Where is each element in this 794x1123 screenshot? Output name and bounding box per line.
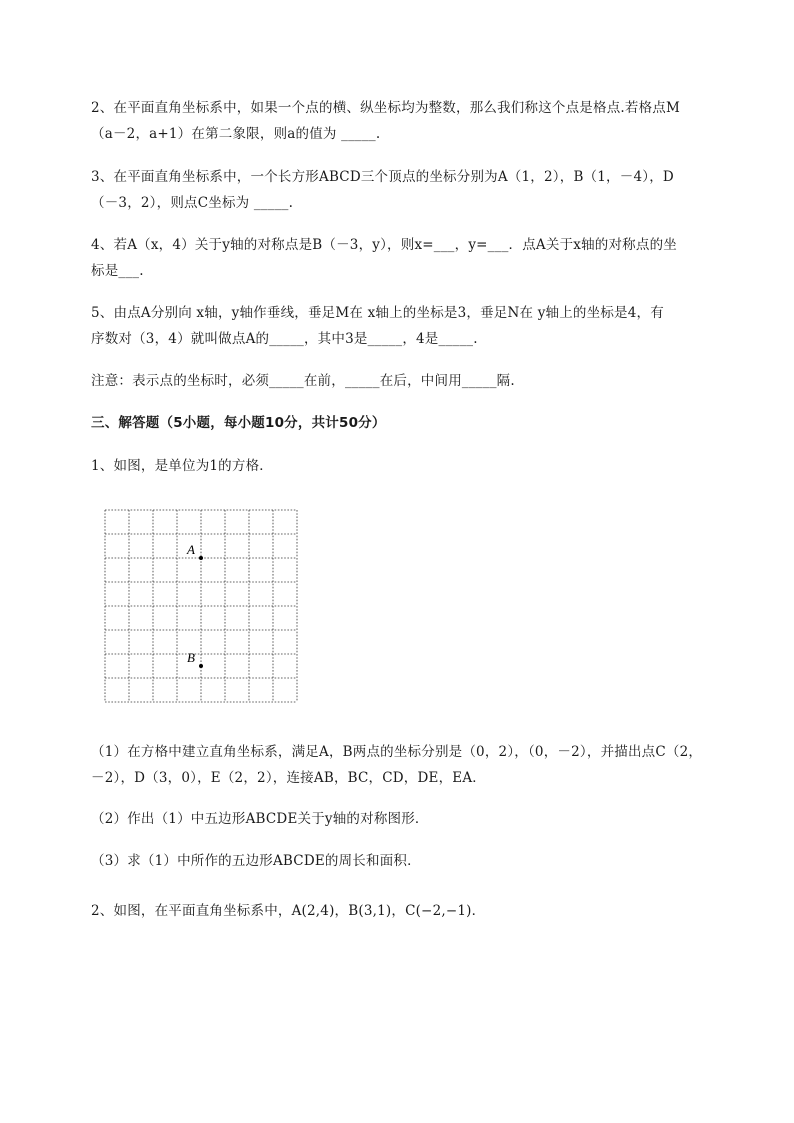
point-a <box>199 556 203 560</box>
question-4-line1: 4、若A（x，4）关于y轴的对称点是B（－3，y），则x=___，y=___．点A关于x轴的对称点的坐 <box>91 237 677 253</box>
question-4 <box>91 232 731 284</box>
problem-1-intro: 1、如图，是单位为1的方格． <box>91 458 273 474</box>
question-3 <box>91 164 731 216</box>
point-b-label: B <box>187 650 195 665</box>
grid-figure <box>104 509 300 703</box>
problem-2-intro: 2、如图，在平面直角坐标系中，A(2,4)，B(3,1)，C(−2,−1)． <box>91 903 486 919</box>
problem-1-sub1 <box>91 739 731 791</box>
question-3-line2: （－3，2），则点C坐标为 _____. <box>91 195 294 211</box>
note: 注意：表示点的坐标时，必须_____在前，_____在后，中间用_____隔. <box>91 373 515 389</box>
section-3-heading: 三、解答题（5小题，每小题10分，共计50分） <box>91 415 386 431</box>
problem-1-sub1-line2: －2），D（3，0），E（2，2），连接AB，BC，CD，DE，EA． <box>91 770 486 786</box>
question-2 <box>91 95 731 147</box>
question-5-line1: 5、由点A分别向 x轴，y轴作垂线，垂足M在 x轴上的坐标是3，垂足N在 y轴上的坐标是4，有 <box>91 305 664 321</box>
problem-1-sub2: （2）作出（1）中五边形ABCDE关于y轴的对称图形． <box>91 811 429 827</box>
problem-1-sub1-line1: （1）在方格中建立直角坐标系，满足A，B两点的坐标分别是（0，2），（0，－2），并描出点C（2， <box>91 744 703 760</box>
question-2-line2: （a－2，a+1）在第二象限，则a的值为 _____. <box>91 126 381 142</box>
point-b <box>199 664 203 668</box>
question-5 <box>91 300 731 352</box>
question-4-line2: 标是___. <box>91 263 144 279</box>
question-2-line1: 2、在平面直角坐标系中，如果一个点的横、纵坐标均为整数，那么我们称这个点是格点.若格点M <box>91 100 681 116</box>
point-a-label: A <box>187 542 195 557</box>
question-3-line1: 3、在平面直角坐标系中，一个长方形ABCD三个顶点的坐标分别为A（1，2），B（1，－4），D <box>91 169 674 185</box>
question-5-line2: 序数对（3，4）就叫做点A的_____，其中3是_____，4是_____. <box>91 331 478 347</box>
problem-1-sub3: （3）求（1）中所作的五边形ABCDE的周长和面积． <box>91 853 421 869</box>
